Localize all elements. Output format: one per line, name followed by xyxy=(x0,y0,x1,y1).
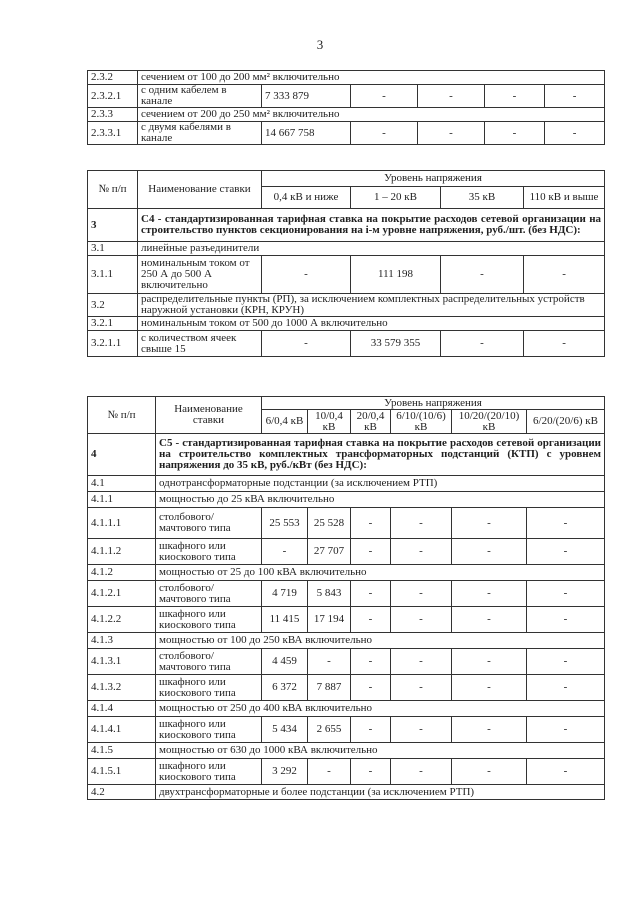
rate-value: - xyxy=(452,759,527,785)
row-number: 4.1.3 xyxy=(88,633,156,649)
header-col: 6/0,4 кВ xyxy=(262,410,308,434)
rate-value: - xyxy=(351,539,391,565)
row-name: с количеством ячеек свыше 15 xyxy=(138,331,262,357)
rate-value: 111 198 xyxy=(351,256,441,294)
rate-value: 7 887 xyxy=(308,675,351,701)
row-name: шкафного или киоскового типа xyxy=(156,717,262,743)
row-title: двухтрансформаторные и более подстанции (за исключением РТП) xyxy=(156,785,605,800)
table-row xyxy=(88,476,605,492)
row-number: 4.1.5 xyxy=(88,743,156,759)
header-name: Наименование ставки xyxy=(156,397,262,434)
rate-value: - xyxy=(452,675,527,701)
row-name: столбового/ мачтового типа xyxy=(156,508,262,539)
header-col: 10/0,4 кВ xyxy=(308,410,351,434)
rate-value: - xyxy=(351,675,391,701)
header-col: 6/20/(20/6) кВ xyxy=(527,410,605,434)
sectioning-points-rates-table xyxy=(87,170,605,357)
row-number: 4.2 xyxy=(88,785,156,800)
row-title: сечением от 100 до 200 мм² включительно xyxy=(138,71,605,85)
header-name: Наименование ставки xyxy=(138,171,262,209)
rate-value: - xyxy=(262,539,308,565)
rate-value: - xyxy=(527,717,605,743)
rate-value: - xyxy=(452,539,527,565)
rate-value: - xyxy=(351,581,391,607)
row-title: распределительные пункты (РП), за исключением комплектных распределительных устройств наружной установки (КРН, КРУН) xyxy=(138,294,605,317)
row-number: 4.1.3.1 xyxy=(88,649,156,675)
row-title: линейные разъединители xyxy=(138,242,605,256)
row-name: шкафного или киоскового типа xyxy=(156,539,262,565)
row-name: с одним кабелем в канале xyxy=(138,85,262,108)
table-row xyxy=(88,209,605,242)
row-name: столбового/ мачтового типа xyxy=(156,581,262,607)
header-voltage-level: Уровень напряжения xyxy=(262,397,605,410)
table-row xyxy=(88,122,605,145)
row-name: шкафного или киоскового типа xyxy=(156,675,262,701)
row-name: шкафного или киоскового типа xyxy=(156,759,262,785)
rate-value: - xyxy=(351,85,418,108)
table-row xyxy=(88,785,605,800)
header-col: 0,4 кВ и ниже xyxy=(262,187,351,209)
table-row xyxy=(88,256,605,294)
rate-value: - xyxy=(452,649,527,675)
ktp-substations-rates-table xyxy=(87,396,605,800)
row-number: 2.3.3.1 xyxy=(88,122,138,145)
table-row xyxy=(88,743,605,759)
rate-value: - xyxy=(527,649,605,675)
table-row xyxy=(88,492,605,508)
rate-value: - xyxy=(351,122,418,145)
rate-value: 25 528 xyxy=(308,508,351,539)
rate-value: - xyxy=(391,649,452,675)
rate-value: - xyxy=(452,607,527,633)
rate-value: 2 655 xyxy=(308,717,351,743)
cable-line-rates-table xyxy=(87,70,605,145)
row-number: 3.1.1 xyxy=(88,256,138,294)
rate-value: - xyxy=(391,759,452,785)
header-col: 35 кВ xyxy=(441,187,524,209)
row-title: С4 - стандартизированная тарифная ставка на покрытие расходов сетевой организации на строительство пунктов секционирования на i-м уровне напряжения, руб./шт. (без НДС): xyxy=(138,209,605,242)
rate-value: - xyxy=(351,508,391,539)
rate-value: 33 579 355 xyxy=(351,331,441,357)
table-row xyxy=(88,759,605,785)
row-title: мощностью от 25 до 100 кВА включительно xyxy=(156,565,605,581)
header-col: 10/20/(20/10) кВ xyxy=(452,410,527,434)
row-title: мощностью от 100 до 250 кВА включительно xyxy=(156,633,605,649)
rate-value: - xyxy=(308,649,351,675)
table-row xyxy=(88,649,605,675)
table-row xyxy=(88,108,605,122)
rate-value: 27 707 xyxy=(308,539,351,565)
rate-value: 6 372 xyxy=(262,675,308,701)
header-col: 1 – 20 кВ xyxy=(351,187,441,209)
rate-value: 5 434 xyxy=(262,717,308,743)
row-title: однотрансформаторные подстанции (за исключением РТП) xyxy=(156,476,605,492)
row-title: сечением от 200 до 250 мм² включительно xyxy=(138,108,605,122)
row-number: 4.1.1 xyxy=(88,492,156,508)
rate-value: - xyxy=(545,122,605,145)
table-row xyxy=(88,508,605,539)
row-number: 4.1.2 xyxy=(88,565,156,581)
rate-value: 14 667 758 xyxy=(262,122,351,145)
row-number: 3.2 xyxy=(88,294,138,317)
row-title: мощностью от 630 до 1000 кВА включительно xyxy=(156,743,605,759)
table-row xyxy=(88,85,605,108)
table-row xyxy=(88,331,605,357)
row-number: 4.1.4 xyxy=(88,701,156,717)
rate-value: 4 719 xyxy=(262,581,308,607)
row-number: 4.1.2.1 xyxy=(88,581,156,607)
row-title: мощностью до 25 кВА включительно xyxy=(156,492,605,508)
row-number: 2.3.2 xyxy=(88,71,138,85)
row-number: 4 xyxy=(88,434,156,476)
row-number: 3.1 xyxy=(88,242,138,256)
table-row xyxy=(88,294,605,317)
rate-value: - xyxy=(391,508,452,539)
rate-value: - xyxy=(527,581,605,607)
row-name: шкафного или киоскового типа xyxy=(156,607,262,633)
row-number: 4.1.3.2 xyxy=(88,675,156,701)
rate-value: - xyxy=(527,759,605,785)
header-num: № п/п xyxy=(88,171,138,209)
rate-value: - xyxy=(391,539,452,565)
rate-value: - xyxy=(485,122,545,145)
rate-value: 11 415 xyxy=(262,607,308,633)
rate-value: - xyxy=(391,717,452,743)
row-number: 4.1.4.1 xyxy=(88,717,156,743)
rate-value: - xyxy=(524,256,605,294)
rate-value: 25 553 xyxy=(262,508,308,539)
row-number: 4.1.2.2 xyxy=(88,607,156,633)
row-name: номинальным током от 250 А до 500 А включительно xyxy=(138,256,262,294)
rate-value: 7 333 879 xyxy=(262,85,351,108)
row-title: номинальным током от 500 до 1000 А включительно xyxy=(138,317,605,331)
rate-value: - xyxy=(452,581,527,607)
rate-value: - xyxy=(485,85,545,108)
table-row xyxy=(88,675,605,701)
rate-value: - xyxy=(441,256,524,294)
rate-value: - xyxy=(351,759,391,785)
header-col: 110 кВ и выше xyxy=(524,187,605,209)
row-number: 4.1.5.1 xyxy=(88,759,156,785)
rate-value: 17 194 xyxy=(308,607,351,633)
row-number: 4.1 xyxy=(88,476,156,492)
page-number: 3 xyxy=(316,37,324,52)
rate-value: 4 459 xyxy=(262,649,308,675)
table-row xyxy=(88,539,605,565)
rate-value: - xyxy=(441,331,524,357)
table-row xyxy=(88,434,605,476)
row-number: 2.3.3 xyxy=(88,108,138,122)
row-number: 3.2.1.1 xyxy=(88,331,138,357)
rate-value: - xyxy=(391,607,452,633)
rate-value: - xyxy=(527,607,605,633)
table-row xyxy=(88,717,605,743)
row-number: 3 xyxy=(88,209,138,242)
row-name: столбового/ мачтового типа xyxy=(156,649,262,675)
rate-value: - xyxy=(527,539,605,565)
table-row xyxy=(88,607,605,633)
rate-value: - xyxy=(308,759,351,785)
row-number: 4.1.1.1 xyxy=(88,508,156,539)
rate-value: - xyxy=(418,85,485,108)
table-row xyxy=(88,701,605,717)
rate-value: - xyxy=(351,649,391,675)
rate-value: - xyxy=(452,717,527,743)
table-row xyxy=(88,633,605,649)
header-col: 6/10/(10/6) кВ xyxy=(391,410,452,434)
rate-value: - xyxy=(391,675,452,701)
header-col: 20/0,4 кВ xyxy=(351,410,391,434)
rate-value: - xyxy=(418,122,485,145)
rate-value: - xyxy=(262,331,351,357)
rate-value: - xyxy=(351,717,391,743)
row-title: С5 - стандартизированная тарифная ставка на покрытие расходов сетевой организации на строительство комплектных трансформаторных подстанций (КТП) с уровнем напряжения до 35 кВ, руб./кВт (без НДС): xyxy=(156,434,605,476)
table-row xyxy=(88,317,605,331)
header-num: № п/п xyxy=(88,397,156,434)
rate-value: - xyxy=(527,508,605,539)
table-row xyxy=(88,71,605,85)
rate-value: - xyxy=(527,675,605,701)
rate-value: 3 292 xyxy=(262,759,308,785)
rate-value: - xyxy=(391,581,452,607)
rate-value: - xyxy=(351,607,391,633)
row-number: 3.2.1 xyxy=(88,317,138,331)
row-name: с двумя кабелями в канале xyxy=(138,122,262,145)
rate-value: - xyxy=(524,331,605,357)
table-row xyxy=(88,242,605,256)
rate-value: - xyxy=(262,256,351,294)
table-row xyxy=(88,581,605,607)
rate-value: 5 843 xyxy=(308,581,351,607)
row-title: мощностью от 250 до 400 кВА включительно xyxy=(156,701,605,717)
rate-value: - xyxy=(452,508,527,539)
rate-value: - xyxy=(545,85,605,108)
row-number: 2.3.2.1 xyxy=(88,85,138,108)
row-number: 4.1.1.2 xyxy=(88,539,156,565)
table-row xyxy=(88,565,605,581)
header-voltage-level: Уровень напряжения xyxy=(262,171,605,187)
